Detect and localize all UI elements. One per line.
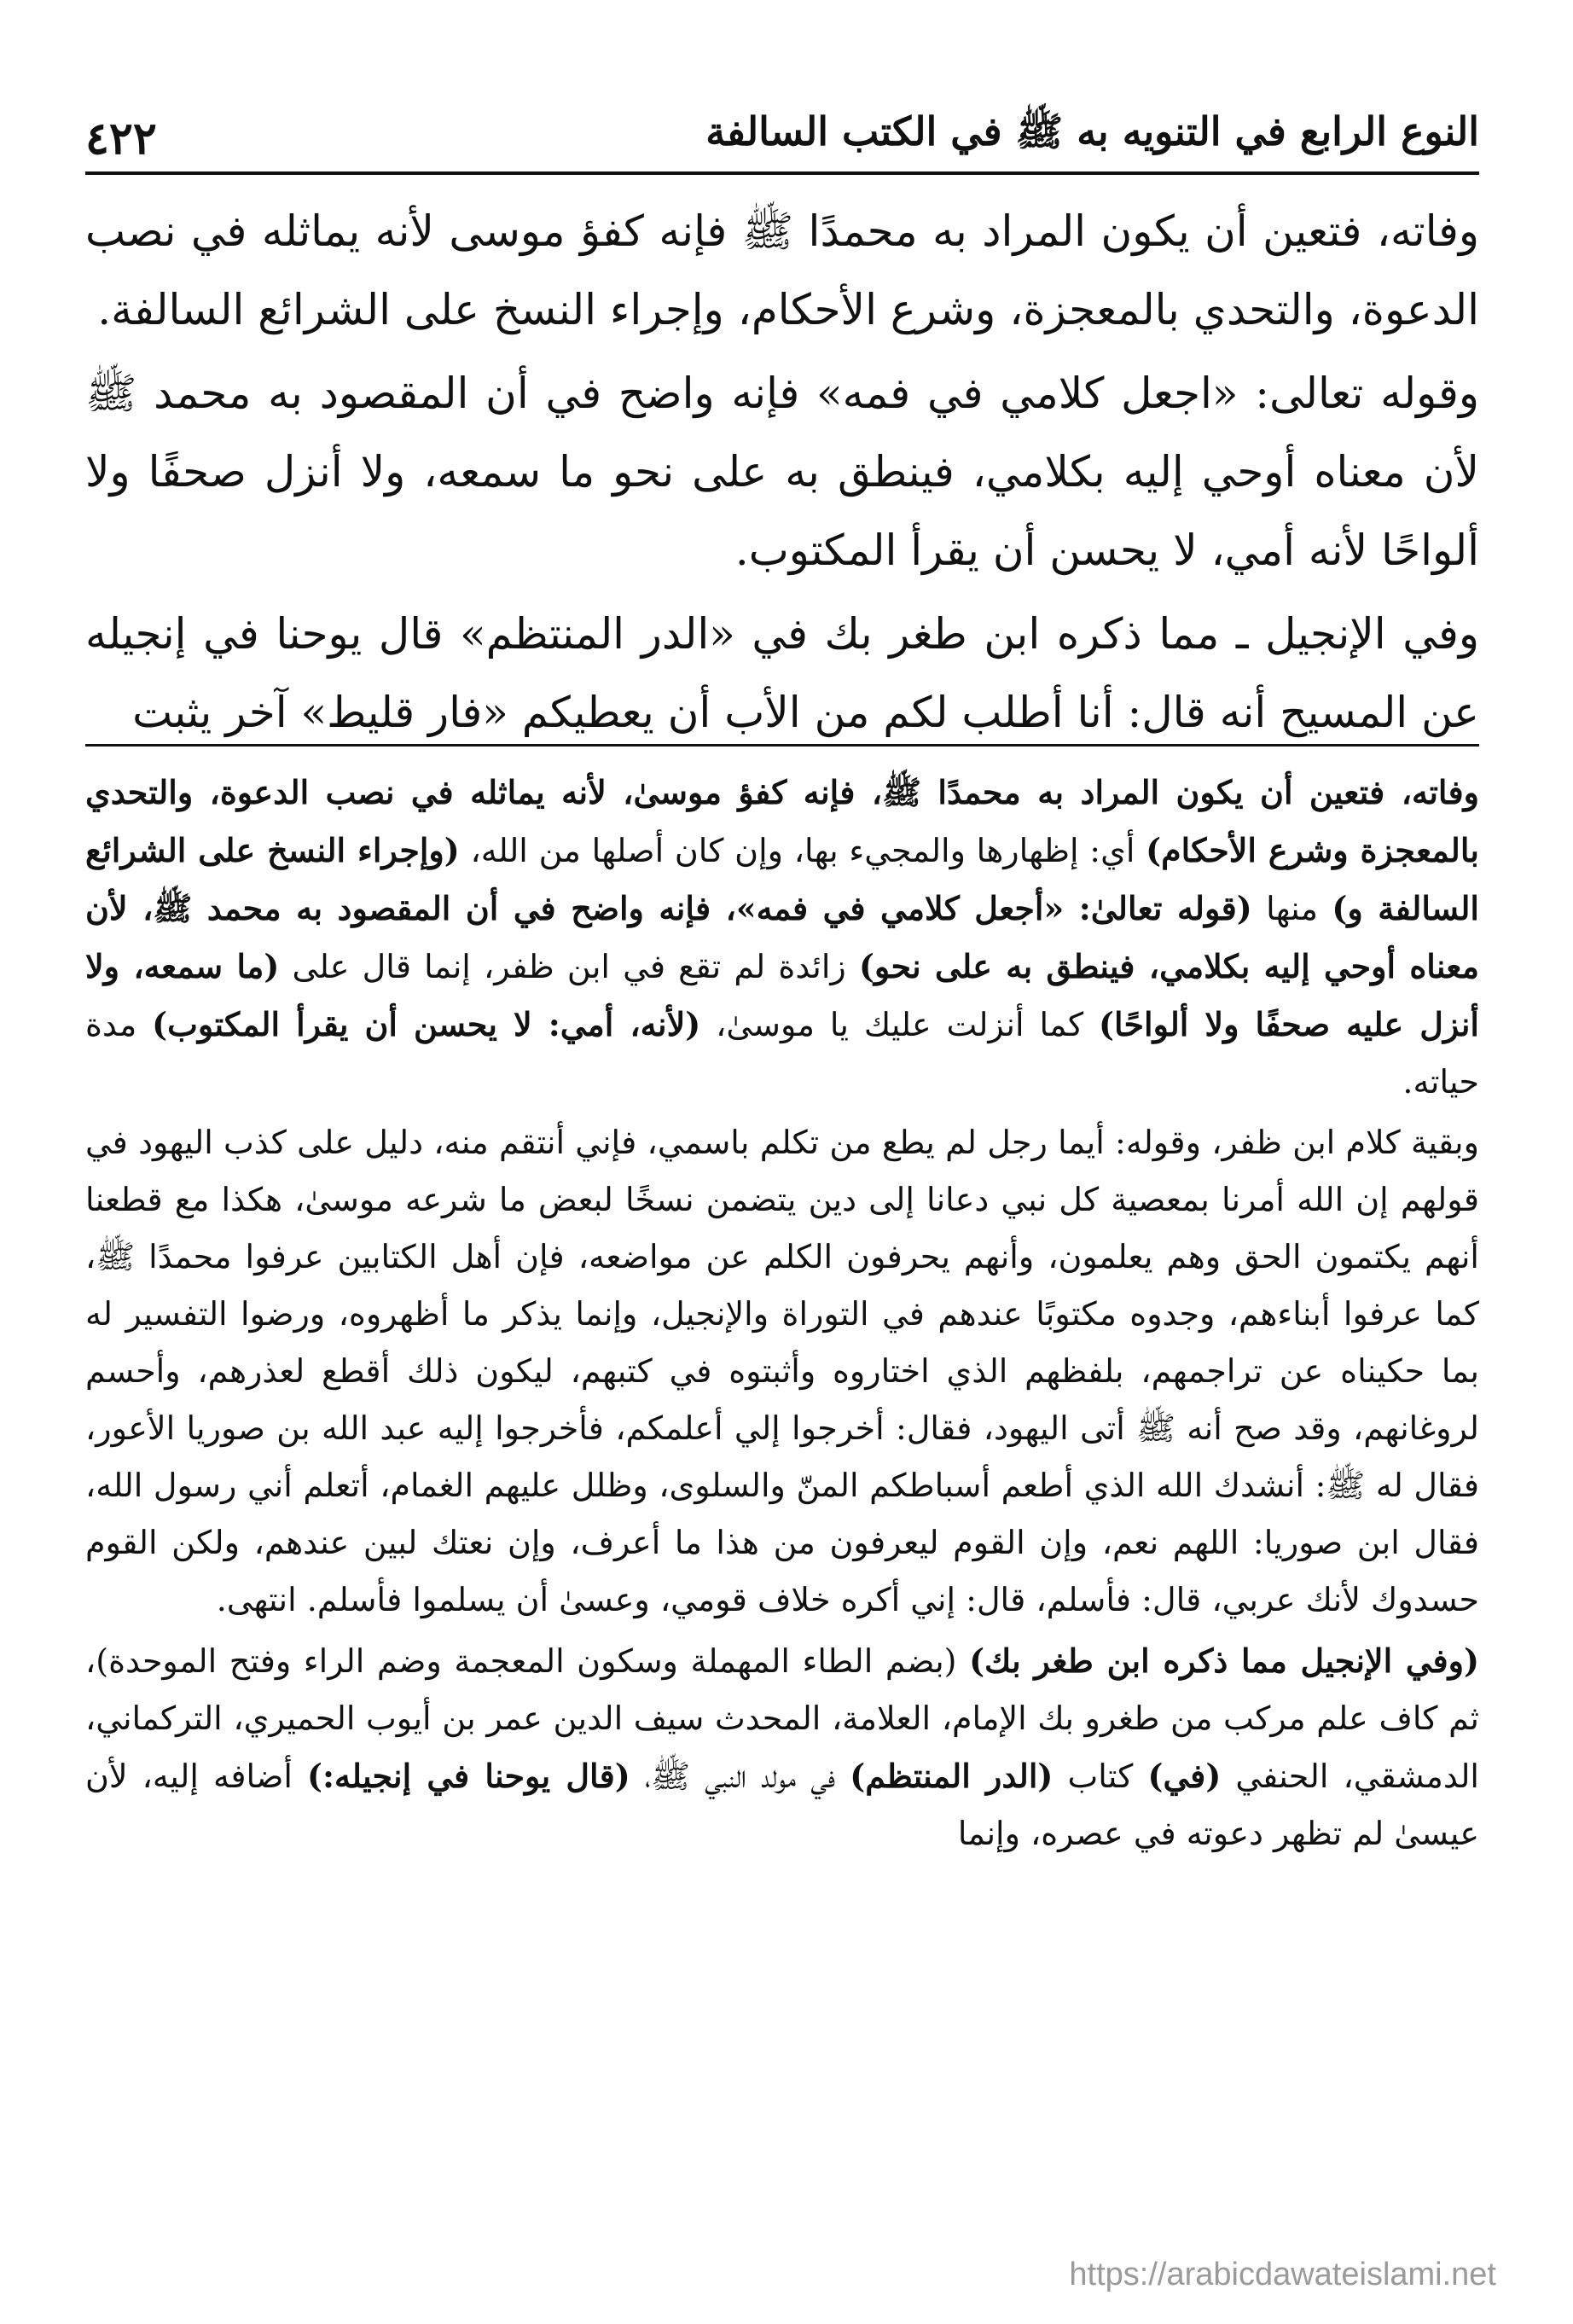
commentary-text: أضافه إليه، لأن عيسىٰ لم تظهر دعوته في عصره، وإنما	[85, 1758, 1479, 1852]
commentary-text: مدة حياته.	[85, 1006, 1479, 1101]
commentary-text: زائدة لم تقع في ابن ظفر، إنما قال على	[279, 948, 859, 985]
quoted-text: (الدر المنتظم)	[850, 1757, 1054, 1795]
quoted-text: (لأنه، أمي: لا يحسن أن يقرأ المكتوب)	[152, 1005, 701, 1043]
page-number: ٤٢٢	[85, 113, 157, 165]
commentary-text: في مولد النبي ﷺ،	[630, 1758, 850, 1795]
commentary-text: أي: إظهارها والمجيء بها، وإن كان أصلها من الله،	[459, 832, 1146, 869]
quoted-text: (قوله تعالىٰ: «أجعل كلامي في فمه»، فإنه واضح في أن المقصود به محمد ﷺ، لأن معناه أوحي إليه بكلامي، فينطق به على نحو)	[85, 889, 1479, 985]
main-text	[85, 192, 1479, 738]
main-text-paragraph: وفاته، فتعين أن يكون المراد به محمدًا ﷺ فإنه كفؤ موسى لأنه يماثله في نصب الدعوة، والتحدي بالمعجزة، وشرع الأحكام، وإجراء النسخ على الشرائع السالفة.	[85, 206, 1479, 334]
running-title: النوع الرابع في التنويه به ﷺ في الكتب السالفة	[705, 108, 1479, 154]
quoted-text: (وفي الإنجيل مما ذكره ابن طغر بك)	[969, 1641, 1479, 1680]
commentary-paragraph: وبقية كلام ابن ظفر، وقوله: أيما رجل لم يطع من تكلم باسمي، فإني أنتقم منه، دليل على كذب اليهود في قولهم إن الله أمرنا بمعصية كل نبي دعانا إلى دين يتضمن نسخًا لبعض ما شرعه موسىٰ، هكذا مع قطعنا أنهم يكتمون الحق وهم يعلمون، وأنهم يحرفون الكلم عن مواضعه، فإن أهل الكتابين عرفوا محمدًا ﷺ، كما عرفوا أبناءهم، وجدوه مكتوبًا عندهم في التوراة والإنجيل، وإنما يذكر ما أظهروه، ورضوا التفسير له بما حكيناه عن تراجمهم، بلفظهم الذي اختاروه وأثبتوه في كتبهم، ليكون ذلك أقطع لعذرهم، وأحسم لروغانهم، وقد صح أنه ﷺ أتى اليهود، فقال: أخرجوا إلي أعلمكم، فأخرجوا إليه عبد الله بن صوريا الأعور، فقال له ﷺ: أنشدك الله الذي أطعم أسباطكم المنّ والسلوى، وظلل عليهم الغمام، أتعلم أني رسول الله، فقال ابن صوريا: اللهم نعم، وإن القوم ليعرفون من هذا ما أعرف، وإن نعتك لبين عندهم، ولكن القوم حسدوك لأنك عربي، قال: فأسلم، قال: إني أكره خلاف قومي، وعسىٰ أن يسلموا فأسلم. انتهى.	[85, 1124, 1480, 1618]
commentary-paragraph	[85, 1632, 1479, 1862]
commentary-text: كتاب	[1053, 1758, 1148, 1795]
quoted-text: (ما سمعه، ولا أنزل عليه صحفًا ولا ألواحًا)	[85, 947, 1479, 1043]
commentary-paragraph	[85, 764, 1479, 1111]
main-text-paragraph: وفي الإنجيل ـ مما ذكره ابن طغر بك في «الدر المنتظم» قال يوحنا في إنجيله عن المسيح أنه قال: أنا أطلب لكم من الأب أن يعطيكم «فار قليط» آخر يثبت	[85, 609, 1479, 737]
watermark-url: https://arabicdawateislami.net	[1069, 2257, 1496, 2292]
quoted-text: (في)	[1147, 1757, 1222, 1795]
quoted-text: (وإجراء النسخ على الشرائع السالفة و)	[85, 831, 1479, 927]
quoted-text: وفاته، فتعين أن يكون المراد به محمدًا ﷺ، فإنه كفؤ موسىٰ، لأنه يماثله في نصب الدعوة، والتحدي بالمعجزة وشرع الأحكام)	[85, 773, 1479, 869]
commentary-text: كما أنزلت عليك يا موسىٰ،	[700, 1006, 1099, 1043]
page-header	[85, 81, 1479, 175]
commentary-text: منها	[1251, 890, 1332, 927]
commentary	[85, 764, 1479, 2205]
quoted-text: (قال يوحنا في إنجيله:)	[307, 1757, 630, 1795]
section-divider	[85, 744, 1479, 747]
commentary-text: (بضم الطاء المهملة وسكون المعجمة وضم الراء وفتح الموحدة)، ثم كاف علم مركب من طغرو بك الإمام، العلامة، المحدث سيف الدين عمر بن أيوب الحميري، التركماني، الدمشقي، الحنفي	[85, 1642, 1479, 1795]
main-text-paragraph: وقوله تعالى: «اجعل كلامي في فمه» فإنه واضح في أن المقصود به محمد ﷺ لأن معناه أوحي إليه بكلامي، فينطق به على نحو ما سمعه، ولا أنزل صحفًا ولا ألواحًا لأنه أمي، لا يحسن أن يقرأ المكتوب.	[85, 369, 1479, 575]
